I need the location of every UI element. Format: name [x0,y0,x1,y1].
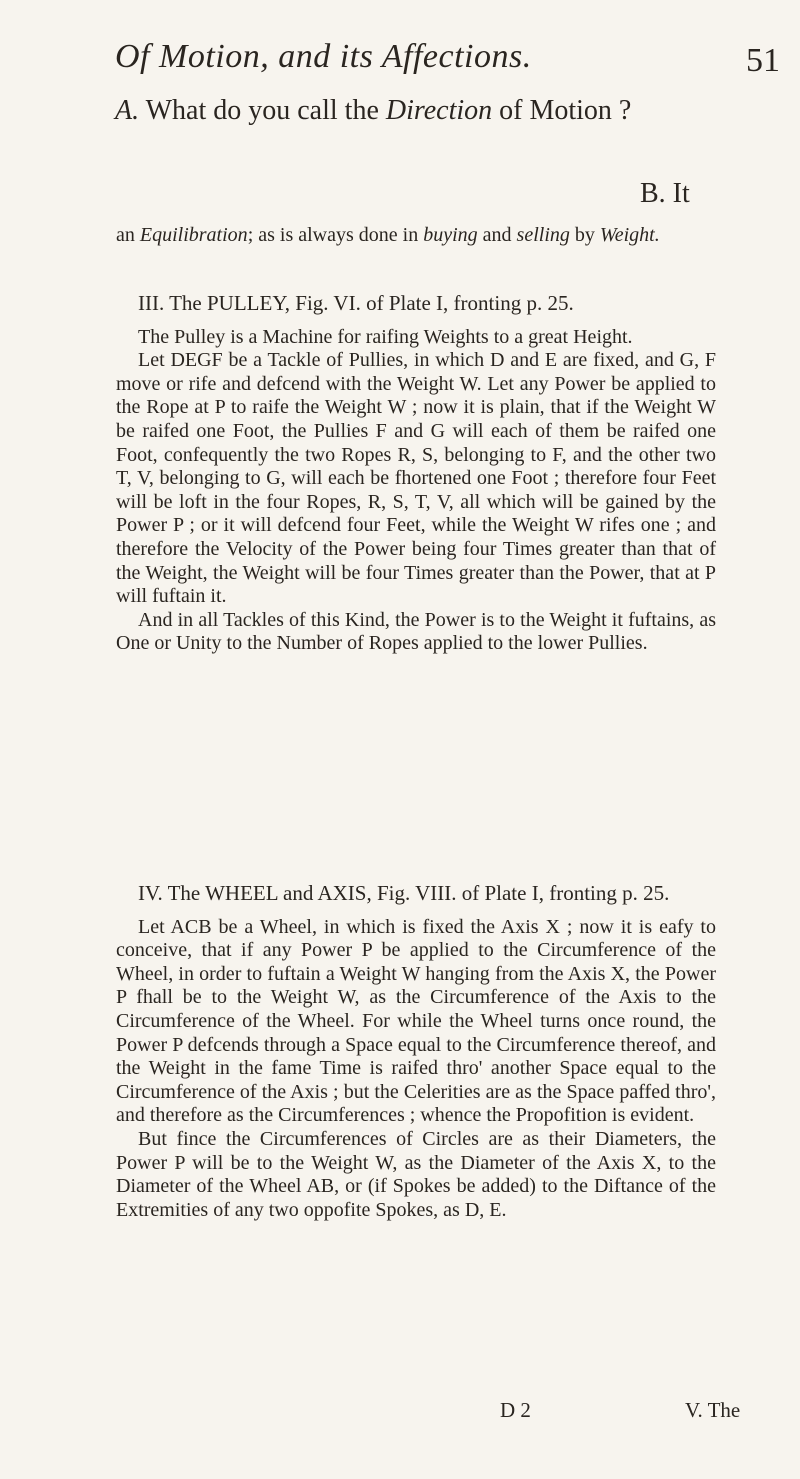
section-pulley [116,292,716,656]
question-text-before: What do you call the [145,95,379,126]
running-header: Of Motion, and its Affections. [115,38,532,75]
carryover-buying: buying [423,224,478,246]
paragraph: But fince the Circumferences of Circles are as their Diameters, the Power P will be to the Weight W, as the Diameter of the Axis X, to the Diameter of the Wheel AB, or (if Spokes be added) to the Diftance of the Extremities of any two oppofite Spokes, as D, E. [116,1127,716,1221]
signature-mark: D 2 [500,1398,531,1422]
carryover-equilibration: Equilibration [139,224,248,246]
section-wheel-axis [116,882,716,1222]
question-line [115,94,715,127]
catchword: V. The [685,1398,741,1422]
carryover-and: and [482,224,512,246]
carryover-selling: selling [516,224,570,246]
paragraph: The Pulley is a Machine for raifing Weights to a great Height. [138,325,633,348]
paragraph: And in all Tackles of this Kind, the Power is to the Weight it fuftains, as One or Unity to the Number of Ropes applied to the lower Pullies. [116,608,716,655]
question-text-after: of Motion ? [499,95,632,126]
section-heading-pulley: III. The PULLEY, Fig. VI. of Plate I, fronting p. 25. [138,291,574,315]
carryover-weight: Weight. [599,224,660,246]
speaker-a: A. [115,95,140,126]
paragraph: Let DEGF be a Tackle of Pullies, in which D and E are fixed, and G, F move or rife and defcend with the Weight W. Let any Power be applied to the Rope at P to raife the Weight W ; now it is plain, that if the Weight W be raifed one Foot, the Pullies F and G will each of them be raifed one Foot, confequently the two Ropes R, S, belonging to F, and the other two T, V, belonging to G, will each be fhortened one Foot ; therefore four Feet will be loft in the four Ropes, R, S, T, V, all which will be gained by the Power P ; or it will defcend four Feet, while the Weight W rifes one ; and therefore the Velocity of the Power being four Times greater than that of the Weight, the Weight will be four Times greater than the Power, that at P will fuftain it. [116,349,716,608]
answer-speaker: B. It [640,178,690,209]
carryover-mid: ; as is always done in [247,224,419,246]
carryover-an: an [116,224,135,246]
paragraph: Let ACB be a Wheel, in which is fixed the Axis X ; now it is eafy to conceive, that if any Power P be applied to the Circumference of the Wheel, in order to fuftain a Weight W hanging from the Axis X, the Power P fhall be to the Weight W, as the Circumference of the Axis to the Circumference of the Wheel. For while the Wheel turns once round, the Power P defcends through a Space equal to the Circumference thereof, and the Weight in the fame Time is raifed thro' another Space equal to the Circumference of the Axis ; but the Celerities are as the Space paffed thro', and therefore as the Circumferences ; whence the Propofition is evident. [116,915,716,1127]
question-emphasis: Direction [385,95,493,126]
section-heading-wheel: IV. The WHEEL and AXIS, Fig. VIII. of Plate I, fronting p. 25. [138,881,670,905]
carryover-by: by [574,224,595,246]
carryover-paragraph [116,224,716,248]
page-number: 51 [746,42,780,79]
